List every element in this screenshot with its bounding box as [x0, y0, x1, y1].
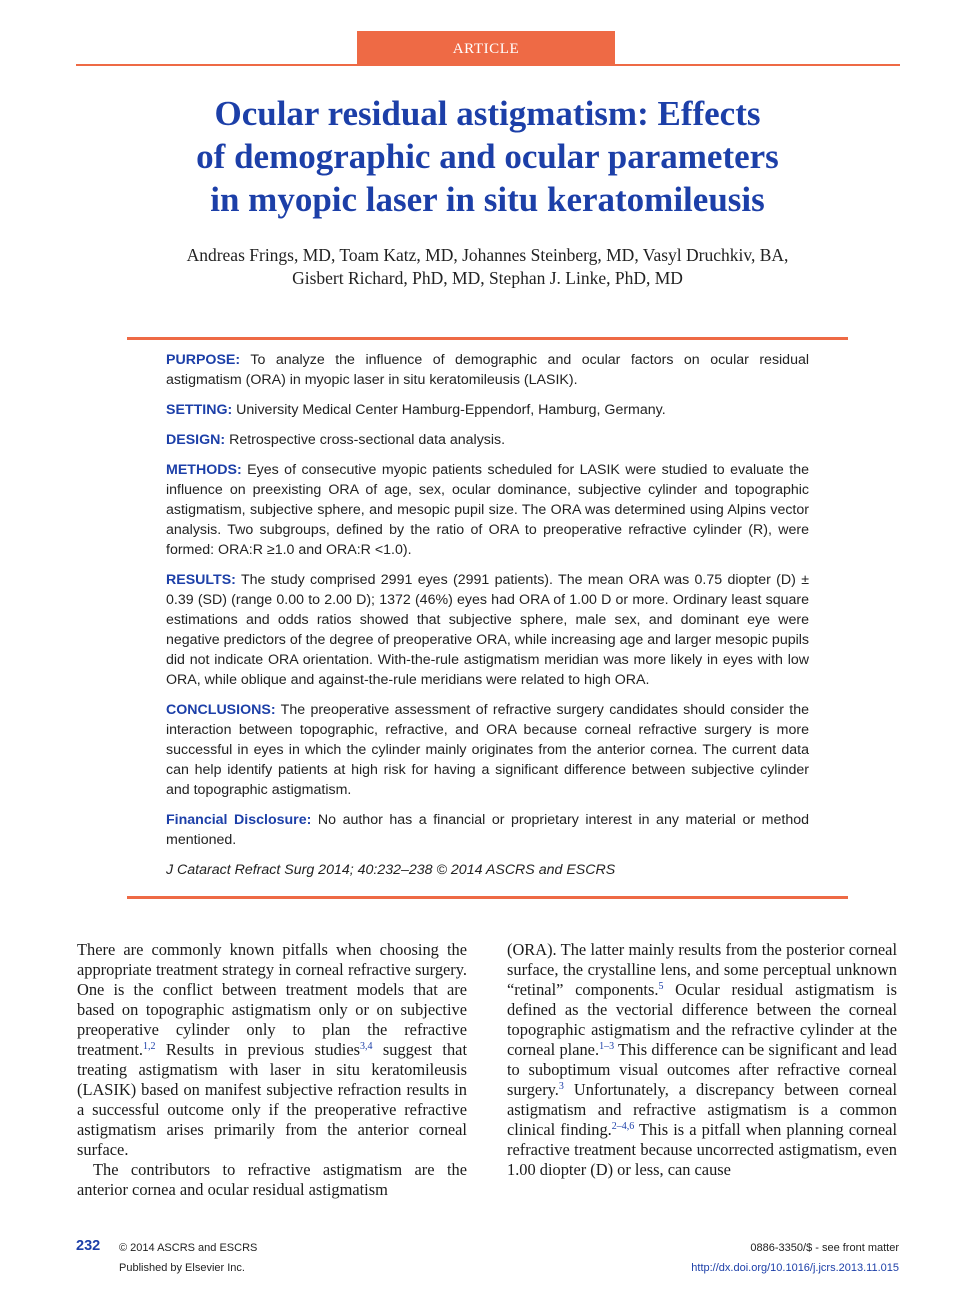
title-line-2: of demographic and ocular parameters [196, 137, 779, 176]
body-text: Results in previous studies [155, 1040, 360, 1059]
reference-link[interactable]: 2–4,6 [611, 1121, 635, 1132]
body-text: Ocular residual astigmatism is defined as the vectorial difference between the corneal topographic astigmatism and the refractive cylinder at the corneal plane. [507, 980, 897, 1059]
page-number: 232 [76, 1238, 101, 1254]
setting-label: SETTING: [166, 402, 233, 418]
body-text: This difference can be significant and lead to suboptimum visual outcomes after refractive corneal surgery. [507, 1040, 897, 1099]
body-paragraph [507, 940, 897, 1180]
doi-link[interactable]: http://dx.doi.org/10.1016/j.jcrs.2013.11.015 [691, 1262, 899, 1274]
article-title [90, 92, 885, 221]
conclusions-label: CONCLUSIONS: [166, 702, 276, 718]
body-column-right [507, 940, 897, 1180]
abstract-disclosure [166, 810, 809, 850]
body-text: Unfortunately, a discrepancy between corneal astigmatism and refractive astigmatism is a common clinical finding. [507, 1080, 897, 1139]
reference-link[interactable]: 3 [558, 1081, 564, 1092]
abstract-top-divider [127, 337, 848, 340]
disclosure-text: No author has a financial or proprietary interest in any material or method mentioned. [166, 812, 809, 848]
purpose-label: PURPOSE: [166, 352, 241, 368]
article-type-tag: ARTICLE [357, 31, 615, 65]
abstract-conclusions [166, 700, 809, 800]
body-text: This is a pitfall when planning corneal refractive treatment because uncorrected astigmatism, even 1.00 diopter (D) or less, can cause [507, 1120, 897, 1179]
body-paragraph: The contributors to refractive astigmatism are the anterior cornea and ocular residual astigmatism [77, 1160, 467, 1199]
body-text: (ORA). The latter mainly results from the posterior corneal surface, the crystalline lens, and some perceptual unknown “retinal” components. [507, 940, 897, 999]
journal-citation: J Cataract Refract Surg 2014; 40:232–238 © 2014 ASCRS and ESCRS [166, 862, 616, 878]
results-text: The study comprised 2991 eyes (2991 patients). The mean ORA was 0.75 diopter (D) ± 0.39 (SD) (range 0.00 to 2.00 D); 1372 (46%) eyes had ORA of 1.00 D or more. Ordinary least square estimations and odds ratios showed that subjective sphere, male sex, and dominant eye were negative predictors of the degree of preoperative ORA, while increasing age and larger mesopic pupils did not indicate ORA orientation. With-the-rule astigmatism meridian was more likely in eyes with low ORA, while oblique and against-the-rule meridians were related to high ORA. [166, 572, 810, 688]
methods-label: METHODS: [166, 462, 242, 478]
abstract-bottom-divider [127, 896, 848, 899]
reference-link[interactable]: 5 [658, 981, 664, 992]
design-label: DESIGN: [166, 432, 226, 448]
reference-link[interactable]: 3,4 [360, 1041, 373, 1052]
purpose-text: To analyze the influence of demographic and ocular factors on ocular residual astigmatism (ORA) in myopic laser in situ keratomileusis (LASIK). [166, 352, 810, 388]
footer-publisher: Published by Elsevier Inc. [119, 1262, 245, 1274]
authors-line-1: Andreas Frings, MD, Toam Katz, MD, Johannes Steinberg, MD, Vasyl Druchkiv, BA, [186, 245, 789, 265]
footer-issn: 0886-3350/$ - see front matter [750, 1242, 899, 1254]
abstract-setting [166, 400, 809, 420]
results-label: RESULTS: [166, 572, 236, 588]
abstract-results [166, 570, 809, 690]
abstract-design [166, 430, 809, 450]
body-paragraph [77, 940, 467, 1160]
author-list [100, 244, 875, 290]
top-divider [76, 64, 900, 66]
authors-line-2: Gisbert Richard, PhD, MD, Stephan J. Linke, PhD, MD [292, 268, 683, 288]
body-text: suggest that treating astigmatism with laser in situ keratomileusis (LASIK) based on manifest subjective refraction results in a successful outcome only if the preoperative refractive astigmatism arises primarily from the anterior corneal surface. [77, 1040, 467, 1159]
design-text: Retrospective cross-sectional data analysis. [229, 432, 506, 448]
abstract-purpose [166, 350, 809, 390]
footer-copyright: © 2014 ASCRS and ESCRS [119, 1242, 258, 1254]
disclosure-label: Financial Disclosure: [166, 812, 312, 828]
conclusions-text: The preoperative assessment of refractive surgery candidates should consider the interaction between topographic, refractive, and ORA because corneal refractive surgery is more successful in eyes in which the cylinder mainly originates from the anterior cornea. The current data can help identify patients at high risk for having a significant difference between subjective cylinder and topographic astigmatism. [166, 702, 809, 798]
setting-text: University Medical Center Hamburg-Eppendorf, Hamburg, Germany. [236, 402, 666, 418]
body-text: There are commonly known pitfalls when choosing the appropriate treatment strategy in corneal refractive surgery. One is the conflict between treatment models that are based on topographic astigmatism only or on subjective preoperative cylinder only to plan the refractive treatment. [77, 940, 467, 1059]
title-line-3: in myopic laser in situ keratomileusis [210, 180, 765, 219]
reference-link[interactable]: 1,2 [143, 1041, 156, 1052]
methods-text: Eyes of consecutive myopic patients scheduled for LASIK were studied to evaluate the influence on preexisting ORA of age, sex, ocular dominance, subjective cylinder and topographic astigmatism, subjective sphere, and mesopic pupil size. The ORA was determined using Alpins vector analysis. Two subgroups, defined by the ratio of ORA to preoperative refractive cylinder (R), were formed: ORA:R ≥1.0 and ORA:R <1.0). [166, 462, 809, 558]
reference-link[interactable]: 1–3 [599, 1041, 615, 1052]
title-line-1: Ocular residual astigmatism: Effects [214, 94, 761, 133]
abstract [166, 350, 809, 880]
abstract-methods [166, 460, 809, 560]
body-column-left [77, 940, 467, 1200]
